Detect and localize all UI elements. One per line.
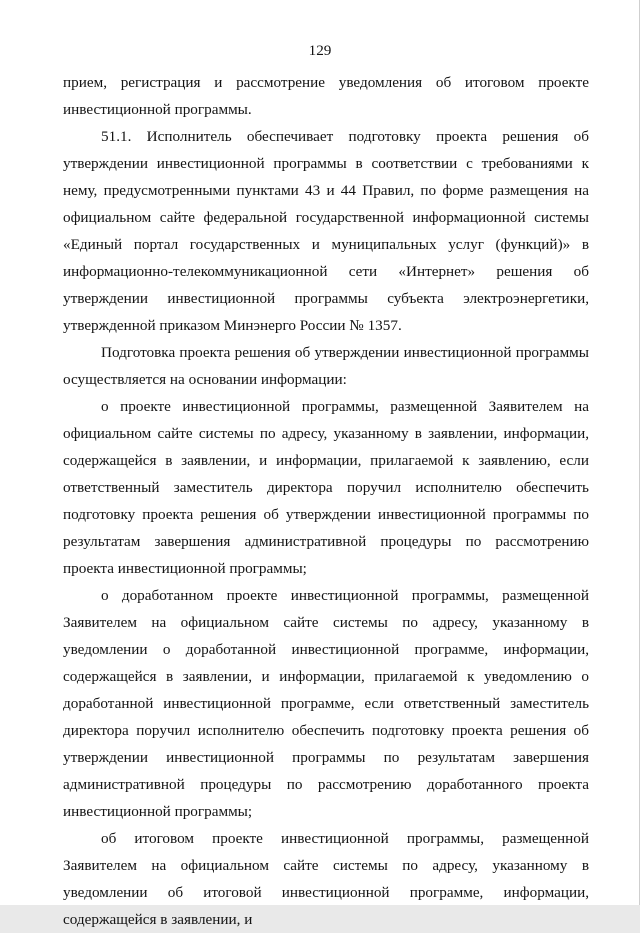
paragraph-item-draft-program: о проекте инвестиционной программы, размещенной Заявителем на официальном сайте системы по адресу, указанному в заявлении, информации, содержащейся в заявлении, и информации, прилагаемой к заявлению, если ответственный заместитель директора поручил исполнителю обеспечить подготовку проекта решения об утверждении инвестиционной программы по результатам завершения административной процедуры по рассмотрению проекта инвестиционной программы;	[63, 398, 589, 577]
paragraph-continuation: прием, регистрация и рассмотрение уведомления об итоговом проекте инвестиционной программы.	[63, 74, 589, 118]
paragraph-item-final-program: об итоговом проекте инвестиционной программы, размещенной Заявителем на официальном сайте системы по адресу, указанному в уведомлении об итоговой инвестиционной программе, информации, содержащейся в заявлении, и	[63, 830, 589, 928]
paragraph-basis-intro: Подготовка проекта решения об утверждении инвестиционной программы осуществляется на основании информации:	[63, 344, 589, 388]
paragraph-clause-51-1: 51.1. Исполнитель обеспечивает подготовку проекта решения об утверждении инвестиционной программы в соответствии с требованиями к нему, предусмотренными пунктами 43 и 44 Правил, по форме размещения на официальном сайте федеральной государственной информационной системы «Единый портал государственных и муниципальных услуг (функций)» в информационно-телекоммуникационной сети «Интернет» решения об утверждении инвестиционной программы субъекта электроэнергетики, утвержденной приказом Минэнерго России № 1357.	[63, 128, 589, 334]
paragraph-item-revised-program: о доработанном проекте инвестиционной программы, размещенной Заявителем на официальном сайте системы по адресу, указанному в уведомлении о доработанной инвестиционной программе, информации, содержащейся в заявлении, и информации, прилагаемой к уведомлению о доработанной инвестиционной программе, если ответственный заместитель директора поручил исполнителю обеспечить подготовку проекта решения об утверждении инвестиционной программы по результатам завершения административной процедуры по рассмотрению доработанного проекта инвестиционной программы;	[63, 587, 589, 820]
page-number: 129	[308, 42, 332, 59]
